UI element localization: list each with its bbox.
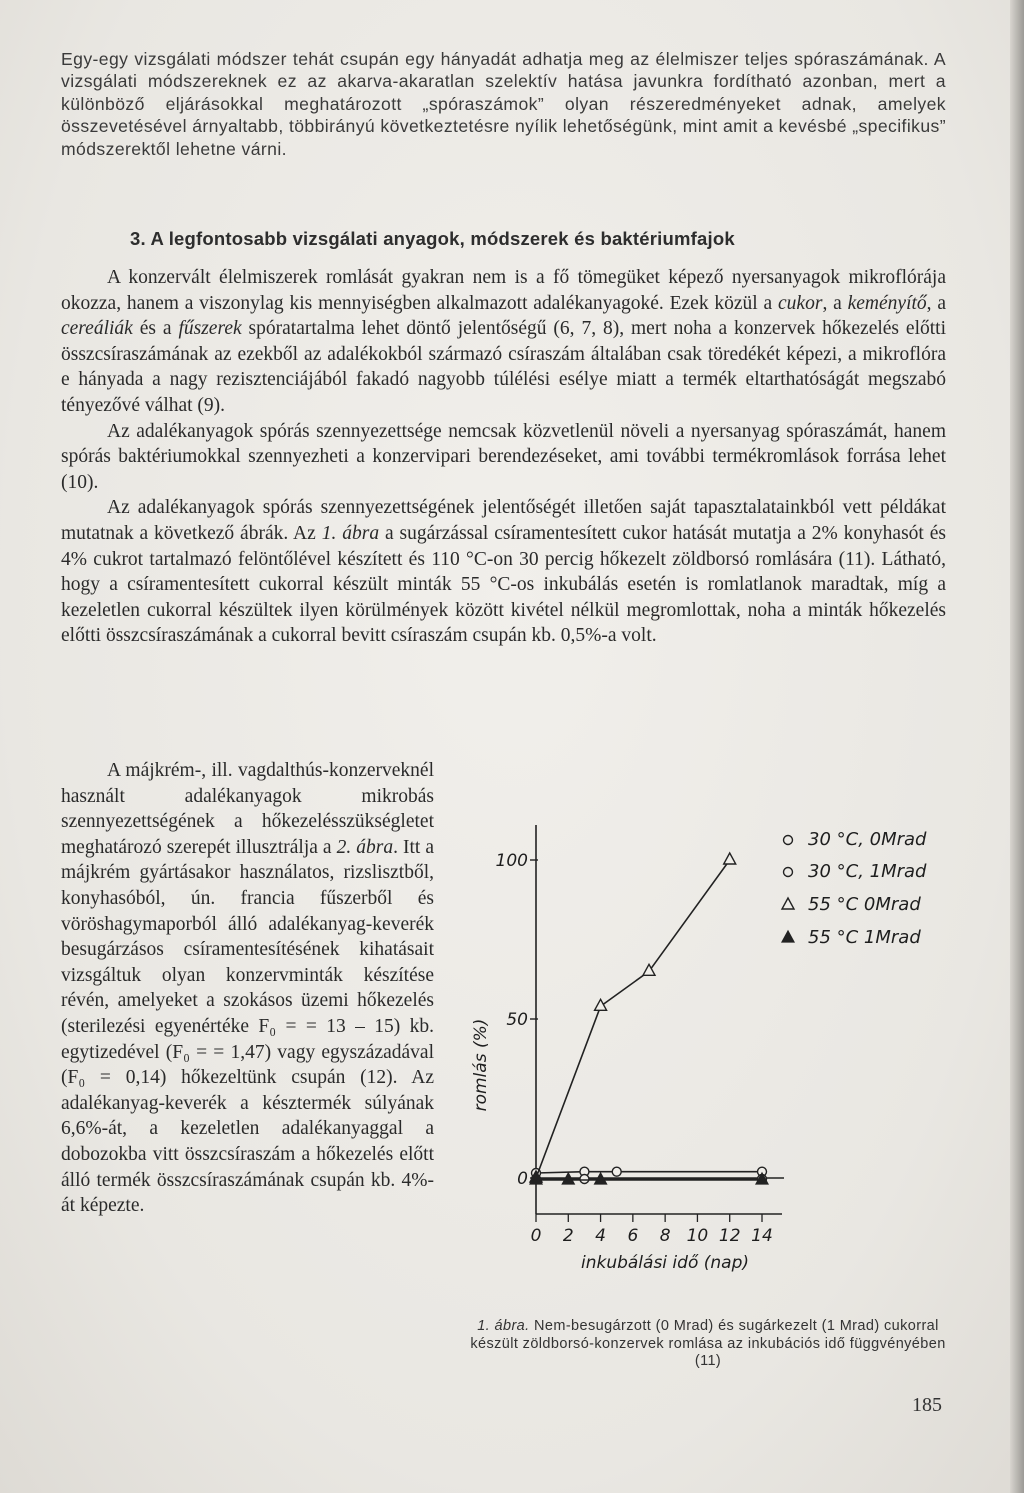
p1-text-c: , a bbox=[926, 292, 947, 314]
page-edge bbox=[1010, 0, 1024, 1493]
p4-figure-ref: 2. ábra bbox=[336, 836, 394, 858]
legend-label: 55 °C 0Mrad bbox=[808, 894, 921, 915]
p1-text-b: , a bbox=[822, 292, 848, 314]
x-tick-label: 8 bbox=[659, 1226, 671, 1246]
legend-marker bbox=[784, 836, 793, 845]
paragraph-1 bbox=[61, 265, 946, 419]
p1-italic-cukor: cukor bbox=[778, 292, 823, 314]
y-tick-label: 0 bbox=[517, 1169, 528, 1189]
p1-text-e: spóratartalma lehet döntő jelentőségű (6, 7, 8), mert noha a konzervek hőkezelés előtti összcsíraszámának az ezekből az adalékokból származó csíraszám általában csak töredékét képezi, a mikroflóra e hányada a nagy rezisztenciájából fakadó nagyobb túlélési esélye miatt a termék eltarthatóságát megszabó tényezővé válhat (9). bbox=[61, 318, 946, 416]
caption-text: Nem-besugárzott (0 Mrad) és sugárkezelt (1 Mrad) cukorral készült zöldborsó-konzervek romlása az inkubációs idő függvényében (11) bbox=[470, 1318, 946, 1369]
x-tick-label: 6 bbox=[627, 1226, 639, 1246]
x-axis-label: inkubálási idő (nap) bbox=[580, 1253, 750, 1273]
figure-1-chart bbox=[450, 800, 970, 1290]
data-point-triangle bbox=[595, 999, 607, 1010]
p1-italic-kemenyito: keményítő bbox=[847, 292, 927, 314]
x-tick-label: 14 bbox=[751, 1226, 773, 1246]
legend-entry-2 bbox=[784, 861, 928, 882]
data-point-circle bbox=[580, 1175, 589, 1184]
y-tick-label: 50 bbox=[506, 1010, 528, 1030]
legend-label: 30 °C, 1Mrad bbox=[808, 861, 927, 882]
legend-label: 55 °C 1Mrad bbox=[808, 927, 921, 948]
caption-label: 1. ábra. bbox=[477, 1318, 530, 1334]
data-point-triangle bbox=[724, 853, 736, 864]
page-number: 185 bbox=[912, 1394, 942, 1416]
left-column-text bbox=[61, 758, 434, 1219]
intro-text: Egy-egy vizsgálati módszer tehát csupán egy hányadát adhatja meg az élelmiszer teljes spóraszámának. A vizsgálati módszereknek ez az akarva-akaratlan szelektív hatása javunkra fordítható azonban, mert a különböző eljárásokkal meghatározott „spóraszámok” olyan részeredményeket adnak, amelyek összevetésével árnyaltabb, többirányú következtetésre nyílik lehetőségünk, mint amit a kevésbé „specifikus” módszerektől lehetne várni. bbox=[61, 49, 946, 159]
chart-axes bbox=[532, 825, 784, 1214]
x-tick-label: 10 bbox=[686, 1226, 709, 1246]
legend-label: 30 °C, 0Mrad bbox=[808, 829, 927, 850]
legend-marker bbox=[784, 868, 793, 877]
y-axis-label: romlás (%) bbox=[471, 1018, 491, 1112]
chart-series bbox=[530, 853, 768, 1184]
paragraph-3 bbox=[61, 495, 946, 649]
p4-text-b: . Itt a májkrém gyártásakor használatos, rizslisztből, konyhasóból, ún. francia fűszerből és vöröshagymaporból álló adalékanyag-keverék besugárzásos csíramentesítésének kihatásait vizsgáltuk olyan konzervminták készítése révén, amelyeket a szokásos üzemi hőkezelés (sterilezési egyenértéke F₀ = = 13 – 15) kb. egytizedével (F₀ = = 1,47) vagy egyszázadával (F₀ = 0,14) hőkezeltünk csupán (12). Az adalékanyag-keverék a késztermék súlyának 6,6%-át, a kezeletlen adalékanyaggal a dobozokba vitt összcsíraszám a hőkezelés előtt álló termék összcsíraszámának csupán kb. 4%-át képezte. bbox=[61, 836, 434, 1217]
data-point-circle bbox=[612, 1167, 621, 1176]
data-point-triangle-filled bbox=[782, 931, 794, 942]
paragraph-4 bbox=[61, 758, 434, 1219]
x-tick-label: 0 bbox=[530, 1226, 542, 1246]
p1-text-a: A konzervált élelmiszerek romlását gyakran nem is a fő tömegüket képező nyersanyagok mikroflórája okozza, hanem a viszonylag kis mennyiségben alkalmazott adalékanyagoké. Ezek közül a bbox=[61, 267, 946, 314]
legend-entry-3 bbox=[782, 894, 921, 915]
chart-legend bbox=[782, 829, 927, 948]
p3-figure-ref: 1. ábra bbox=[321, 522, 380, 544]
x-tick-label: 12 bbox=[718, 1226, 741, 1246]
paragraph-2: Az adalékanyagok spórás szennyezettsége nemcsak közvetlenül növeli a nyersanyag spóraszámát, hanem spórás baktériumokkal szennyezheti a konzervipari berendezéseket, ami további termékromlások forrása lehet (10). bbox=[61, 420, 946, 493]
p1-italic-cerealiak: cereáliák bbox=[61, 318, 133, 340]
intro-paragraph bbox=[61, 48, 946, 160]
p3-text-a: Az adalékanyagok spórás szennyezettségének jelentőségét illetően saját tapasztalatainkból vett példákat mutatnak a következő ábrák. Az bbox=[61, 497, 946, 544]
data-point-triangle bbox=[782, 898, 794, 909]
legend-entry-1 bbox=[784, 829, 928, 850]
figure-caption bbox=[468, 1318, 948, 1371]
p1-italic-fuszerek: fűszerek bbox=[178, 318, 242, 340]
p4-text-a: A májkrém-, ill. vagdalthús-konzerveknél használt adalékanyagok mikrobás szennyezettségének a hőkezelésszükségletet meghatározó szerepét illusztrálja a bbox=[61, 760, 434, 858]
body-text bbox=[61, 265, 946, 649]
y-tick-label: 100 bbox=[495, 851, 528, 871]
chart-ticks bbox=[496, 851, 773, 1246]
x-tick-label: 4 bbox=[595, 1226, 606, 1246]
series-line bbox=[536, 1172, 762, 1173]
p3-text-b: a sugárzással csíramentesített cukor hatását mutatja a 2% konyhasót és 4% cukrot tartalmazó felöntőlével készített és 110 °C-on 30 percig hőkezelt zöldborsó romlására (11). Látható, hogy a csíramentesített cukorral készült minták 55 °C-os inkubálás esetén is romlatlanok maradtak, míg a kezeletlen cukorral készültek ilyen körülmények között kivétel nélkül megromlottak, noha a minták hőkezelés előtti összcsíraszámának a cukorral bevitt csíraszám csupán kb. 0,5%-a volt. bbox=[61, 522, 946, 647]
series-3 bbox=[530, 853, 736, 1182]
p1-text-d: és a bbox=[132, 318, 179, 340]
x-tick-label: 2 bbox=[562, 1226, 574, 1246]
legend-entry-4 bbox=[782, 927, 921, 948]
section-heading: 3. A legfontosabb vizsgálati anyagok, módszerek és baktériumfajok bbox=[130, 228, 735, 249]
series-line bbox=[536, 860, 730, 1178]
